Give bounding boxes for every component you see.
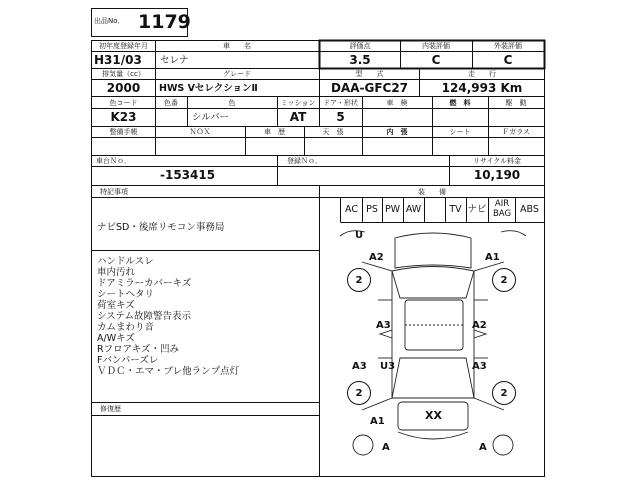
name-label: 車 名 (223, 42, 251, 50)
damage-mark: A (479, 442, 487, 453)
color-no-label: 色番 (164, 99, 178, 107)
color-code-value: K23 (110, 110, 137, 124)
notes-item: Rフロアキズ・凹み (97, 344, 180, 355)
registration-number-label: 登録Ｎｏ． (287, 157, 322, 165)
transmission-value: AT (289, 110, 307, 124)
mileage-label: 走 行 (468, 70, 496, 78)
notes-item: シートヘタリ (97, 289, 155, 300)
score-label: 評価点 (349, 42, 371, 50)
drive-label: 駆 動 (505, 99, 527, 107)
equipment-ac: AC (345, 204, 358, 215)
exterior-label: 外装評価 (494, 42, 522, 50)
vehicle-history-label: 車 歴 (264, 128, 285, 136)
damage-mark: A2 (472, 320, 487, 331)
transmission-label: ミッション (280, 99, 316, 107)
wheel-rear-left: 2 (347, 268, 371, 292)
wheel-front-right: 2 (492, 381, 516, 405)
repair-history-label: 修復歴 (100, 405, 121, 413)
name-value: セレナ (160, 55, 189, 66)
notes-list (97, 256, 239, 377)
damage-mark: U (355, 230, 364, 241)
headliner-label: 天 張 (322, 128, 344, 136)
damage-mark: U3 (380, 361, 396, 372)
equipment-pw: PW (384, 204, 401, 215)
damage-mark: A2 (369, 252, 384, 263)
notes-item: システム故障警告表示 (97, 311, 192, 322)
model-value: DAA-GFC27 (330, 81, 409, 95)
recycle-fee-label: リサイクル料金 (472, 157, 522, 165)
equipment-label: 装 備 (418, 188, 446, 196)
doors-value: 5 (336, 110, 345, 124)
equipment-ps: PS (366, 204, 378, 215)
equipment-airbag: AIR BAG (492, 199, 512, 219)
doors-label: ドア・形状 (323, 99, 358, 107)
damage-mark: A3 (376, 320, 391, 331)
wheel-front-left: 2 (347, 381, 371, 405)
grade-value: HWS VセレクションⅡ (159, 83, 258, 94)
equipment-tv: TV (449, 204, 462, 215)
color-code-label: 色コード (109, 99, 138, 107)
equipment-aw: AW (405, 204, 422, 215)
notes-item: A/Wキズ (97, 333, 135, 344)
notes-item: ハンドルスレ (97, 256, 154, 267)
exterior-value: C (503, 53, 513, 67)
displacement-value: 2000 (106, 81, 141, 95)
lot-number-label: 出品No． (94, 17, 125, 25)
damage-mark: A1 (485, 252, 500, 263)
front-glass-label: Ｆガラス (502, 128, 530, 136)
model-label: 型 式 (355, 70, 384, 78)
score-value: 3.5 (349, 53, 371, 67)
notes-item: 車内汚れ (97, 267, 136, 278)
grade-label: グレード (223, 70, 251, 78)
damage-mark: XX (425, 409, 442, 422)
damage-mark: A3 (352, 361, 367, 372)
chassis-number-value: -153415 (160, 168, 216, 182)
notes-item: カムまわり音 (97, 322, 155, 333)
color-label: 色 (228, 99, 236, 107)
displacement-label: 排気量（cc） (102, 70, 145, 78)
year-value: H31/03 (94, 53, 142, 67)
damage-mark: A (382, 442, 390, 453)
notes-item: 荷室キズ (97, 300, 135, 311)
notes-item: Fバンパーズレ (97, 355, 159, 366)
damage-mark: A3 (472, 361, 487, 372)
nox-label: ＮＯＸ (189, 128, 211, 136)
vehicle-inspection-label: 車 検 (386, 99, 408, 107)
seat-label: シート (449, 128, 471, 136)
notes-label: 特記事項 (100, 188, 128, 196)
color-value: シルバー (192, 112, 230, 123)
chassis-number-label: 車台Ｎｏ． (96, 157, 131, 165)
year-label: 初年度登録年月 (99, 42, 148, 50)
interior-trim-label: 内 張 (386, 128, 408, 136)
equipment-navi: ナビ (467, 204, 487, 215)
lot-number: 1179 (138, 11, 191, 33)
notes-line-1: ナビSD・後席リモコン事務局 (97, 222, 225, 233)
maintenance-book-label: 整備手帳 (109, 128, 138, 136)
wheel-rear-right: 2 (492, 268, 516, 292)
mileage-value: 124,993 Km (441, 81, 523, 95)
damage-mark: A1 (370, 416, 385, 427)
interior-value: C (431, 53, 441, 67)
equipment-abs: ABS (520, 204, 539, 215)
recycle-fee-value: 10,190 (473, 168, 521, 182)
notes-item: ＶＤＣ・エマ・ブレ他ランプ点灯 (97, 366, 240, 377)
fuel-label: 燃 料 (449, 99, 471, 107)
notes-item: ドアミラーカバーキズ (97, 278, 192, 289)
interior-label: 内装評価 (422, 42, 450, 50)
